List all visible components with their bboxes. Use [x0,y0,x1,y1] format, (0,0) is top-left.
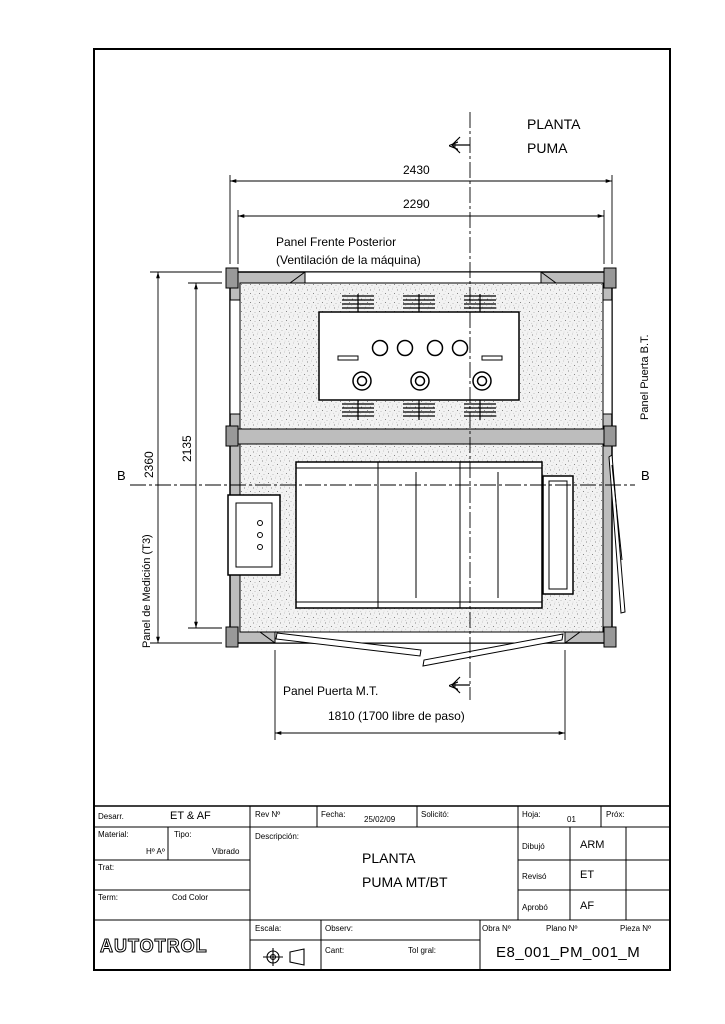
term-value: Cod Color [172,893,209,902]
descripcion-line-2: PUMA MT/BT [362,874,448,890]
obra-label: Obra Nº [482,924,511,933]
section-label-a-top: A [446,141,461,150]
label-rear-panel-2: (Ventilación de la máquina) [276,253,421,267]
material-label: Material: [98,830,129,839]
descripcion-line-1: PLANTA [362,850,416,866]
escala-label: Escala: [255,924,282,933]
label-mt-door: Panel Puerta M.T. [283,684,379,698]
section-label-b-right: B [641,468,650,483]
ventilation-opening [305,272,541,283]
dim-2430: 2430 [403,163,430,177]
label-meter-panel: Panel de Medición (T3) [141,534,153,648]
tipo-value: Vibrado [212,847,240,856]
mv-switchgear [296,462,542,608]
dim-2360: 2360 [142,451,156,478]
descripcion-label: Descripción: [255,832,300,841]
aprobo-value: AF [580,900,595,912]
dim-1810: 1810 (1700 libre de paso) [328,709,465,723]
reviso-value: ET [580,869,595,881]
rev-label: Rev Nº [255,810,281,819]
prox-label: Próx: [606,810,625,819]
tipo-label: Tipo: [174,830,192,839]
hoja-label: Hoja: [522,810,541,819]
floor-plan [226,268,625,666]
dibujo-label: Dibujó [522,842,545,851]
aprobo-label: Aprobó [522,903,548,912]
solicito-label: Solicitó: [421,810,450,819]
desarr-label: Desarr. [98,812,124,821]
reviso-label: Revisó [522,872,547,881]
observ-label: Observ: [325,924,354,933]
title-block [94,806,670,970]
plan-title-2: PUMA [527,140,568,156]
autotrol-logo: AUTOTROL [100,936,208,956]
cant-label: Cant: [325,946,345,955]
pieza-label: Pieza Nº [620,924,651,933]
hoja-value: 01 [567,815,576,824]
dim-2135: 2135 [180,435,194,462]
section-label-a-bottom: A [446,681,461,690]
dibujo-value: ARM [580,839,605,851]
section-label-b-left: B [117,468,126,483]
plan-code: E8_001_PM_001_M [496,944,641,961]
plan-title-1: PLANTA [527,116,581,132]
material-value: Hº Aº [146,847,165,856]
fecha-value: 25/02/09 [364,815,396,824]
term-label: Term: [98,893,118,902]
partition-wall [230,429,612,444]
dim-2290: 2290 [403,197,430,211]
tol-label: Tol gral: [408,946,437,955]
trat-label: Trat: [98,863,115,872]
fecha-label: Fecha: [321,810,346,819]
label-rear-panel-1: Panel Frente Posterior [276,235,397,249]
plano-label: Plano Nº [546,924,578,933]
desarr-value: ET & AF [170,810,211,822]
label-bt-door: Panel Puerta B.T. [639,334,651,420]
